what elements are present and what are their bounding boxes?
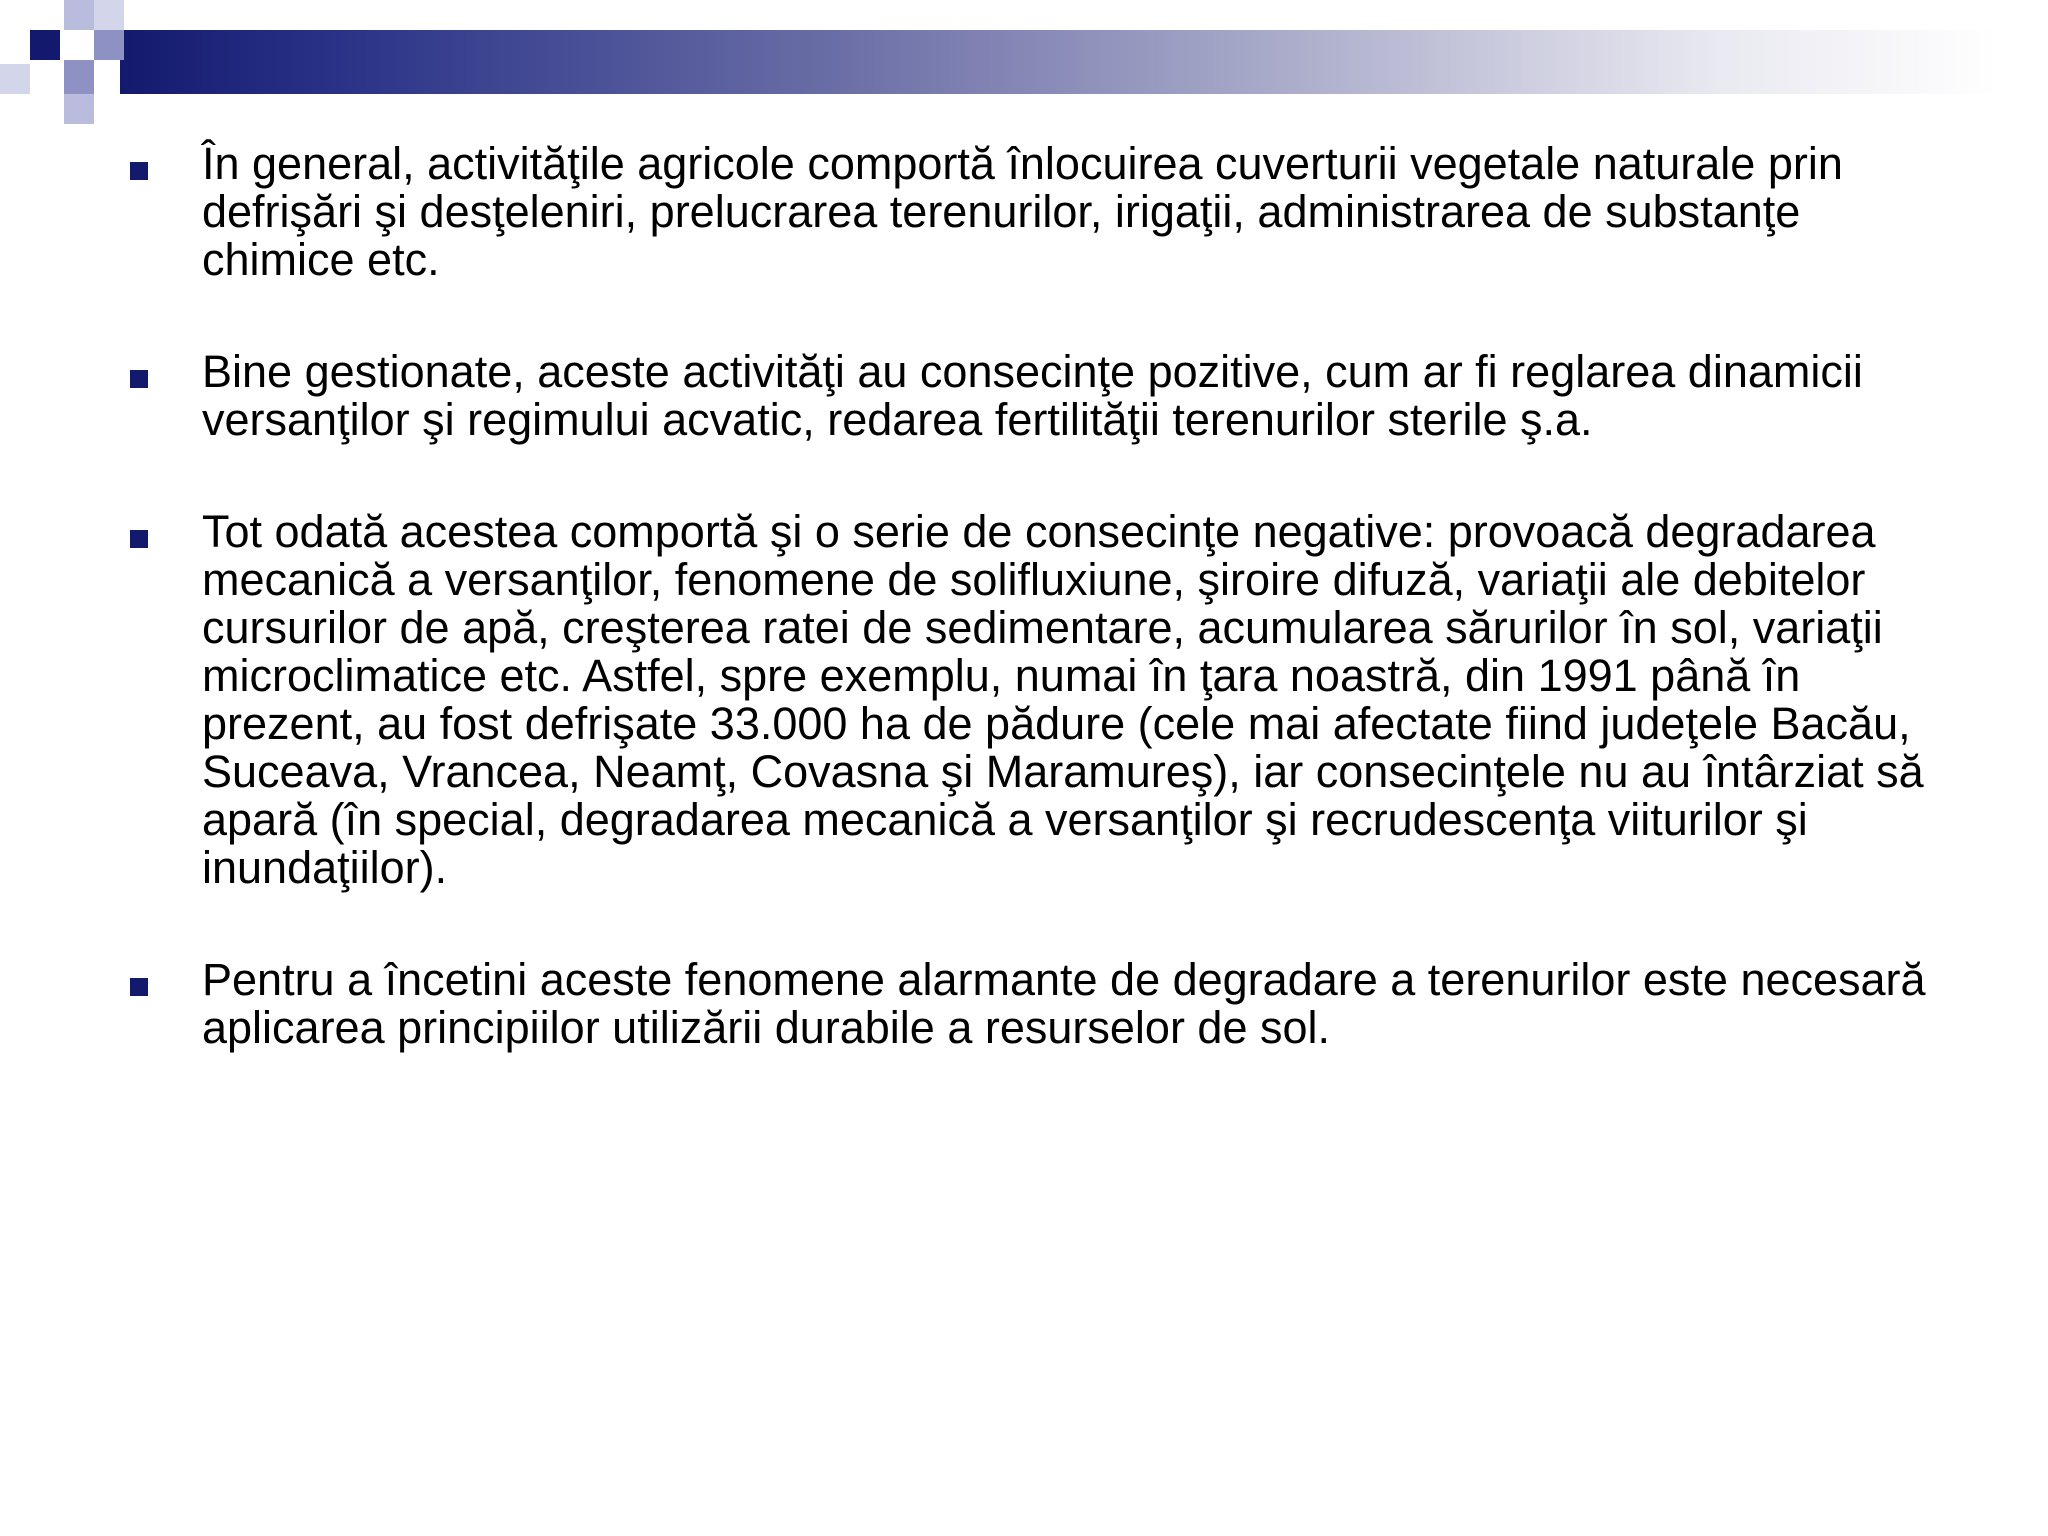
header-square (64, 60, 94, 94)
bullet-item (130, 508, 1960, 892)
bullet-item (130, 956, 1960, 1052)
square-bullet-icon (130, 530, 148, 548)
bullet-text: Tot odată acestea comportă şi o serie de consecinţe negative: provoacă degradarea mecanică a versanţilor, fenomene de solifluxiune, şiroire difuză, variaţii ale debitelor cursurilor de apă, creşterea ratei de sedimentare, acumularea sărurilor în sol, variaţii microclimatice etc. Astfel, spre exemplu, numai în ţara noastră, din 1991 până în prezent, au fost defrişate 33.000 ha de pădure (cele mai afectate fiind judeţele Bacău, Suceava, Vrancea, Neamţ, Covasna şi Maramureş), iar consecinţele nu au întârziat să apară (în special, degradarea mecanică a versanţilor şi recrudescenţa viiturilor şi inundaţiilor). (202, 506, 1924, 893)
header-square (64, 94, 94, 124)
bullet-item (130, 348, 1960, 444)
header-square (94, 30, 124, 60)
square-bullet-icon (130, 162, 148, 180)
header-gradient-bar (120, 30, 2000, 94)
square-bullet-icon (130, 978, 148, 996)
bullet-text: Bine gestionate, aceste activităţi au consecinţe pozitive, cum ar fi reglarea dinamicii versanţilor şi regimului acvatic, redarea fertilităţii terenurilor sterile ş.a. (202, 346, 1863, 445)
header-square (0, 64, 30, 94)
square-bullet-icon (130, 370, 148, 388)
bullet-item (130, 140, 1960, 284)
header-square (94, 0, 124, 30)
bullet-list (130, 140, 1960, 1116)
header-square (0, 0, 30, 124)
header-square (64, 0, 94, 30)
header-square (30, 30, 60, 60)
bullet-text: Pentru a încetini aceste fenomene alarmante de degradare a terenurilor este necesară aplicarea principiilor utilizării durabile a resurselor de sol. (202, 954, 1926, 1053)
bullet-text: În general, activităţile agricole comportă înlocuirea cuverturii vegetale naturale prin defrişări şi desţeleniri, prelucrarea terenurilor, irigaţii, administrarea de substanţe chimice etc. (202, 138, 1843, 285)
